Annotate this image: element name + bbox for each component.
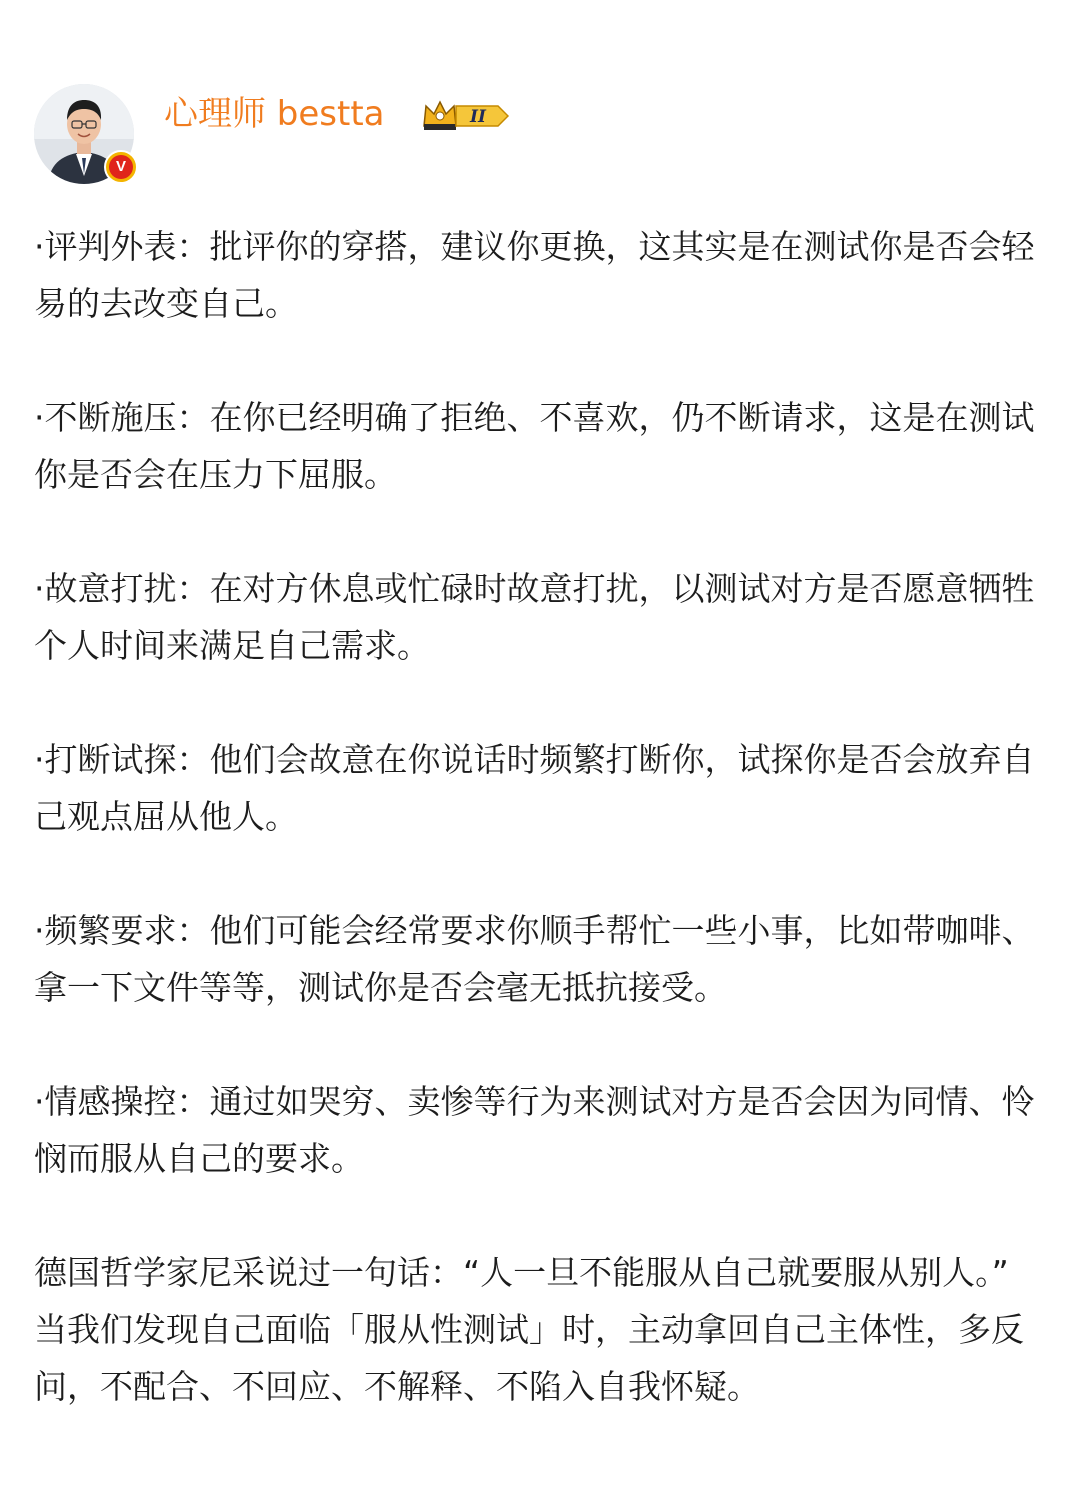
post-paragraph: ·频繁要求：他们可能会经常要求你顺手帮忙一些小事，比如带咖啡、拿一下文件等等，测试你是否会毫无抵抗接受。 — [34, 911, 1035, 1007]
verified-icon — [104, 150, 138, 184]
author-name[interactable]: 心理师 bestta — [164, 94, 385, 134]
level-mark: II — [470, 107, 486, 127]
verified-mark: V — [109, 155, 133, 179]
post-paragraph: ·不断施压：在你已经明确了拒绝、不喜欢，仍不断请求，这是在测试你是否会在压力下屈服。 — [34, 398, 1035, 494]
post-paragraph: 德国哲学家尼采说过一句话：“人一旦不能服从自己就要服从别人。” — [34, 1253, 1009, 1292]
post-paragraph: ·故意打扰：在对方休息或忙碌时故意打扰，以测试对方是否愿意牺牲个人时间来满足自己需求。 — [34, 569, 1035, 665]
post-header — [34, 84, 1046, 188]
post-body — [34, 218, 1046, 1415]
post-paragraph: ·评判外表：批评你的穿搭，建议你更换，这其实是在测试你是否会轻易的去改变自己。 — [34, 227, 1035, 323]
post-paragraph: ·情感操控：通过如哭穷、卖惨等行为来测试对方是否会因为同情、怜悯而服从自己的要求。 — [34, 1082, 1035, 1178]
post-paragraph: ·打断试探：他们会故意在你说话时频繁打断你，试探你是否会放弃自己观点屈从他人。 — [34, 740, 1035, 836]
post-paragraph: 当我们发现自己面临「服从性测试」时，主动拿回自己主体性，多反问，不配合、不回应、不解释、不陷入自我怀疑。 — [34, 1310, 1024, 1406]
crown-level-icon — [420, 96, 512, 136]
